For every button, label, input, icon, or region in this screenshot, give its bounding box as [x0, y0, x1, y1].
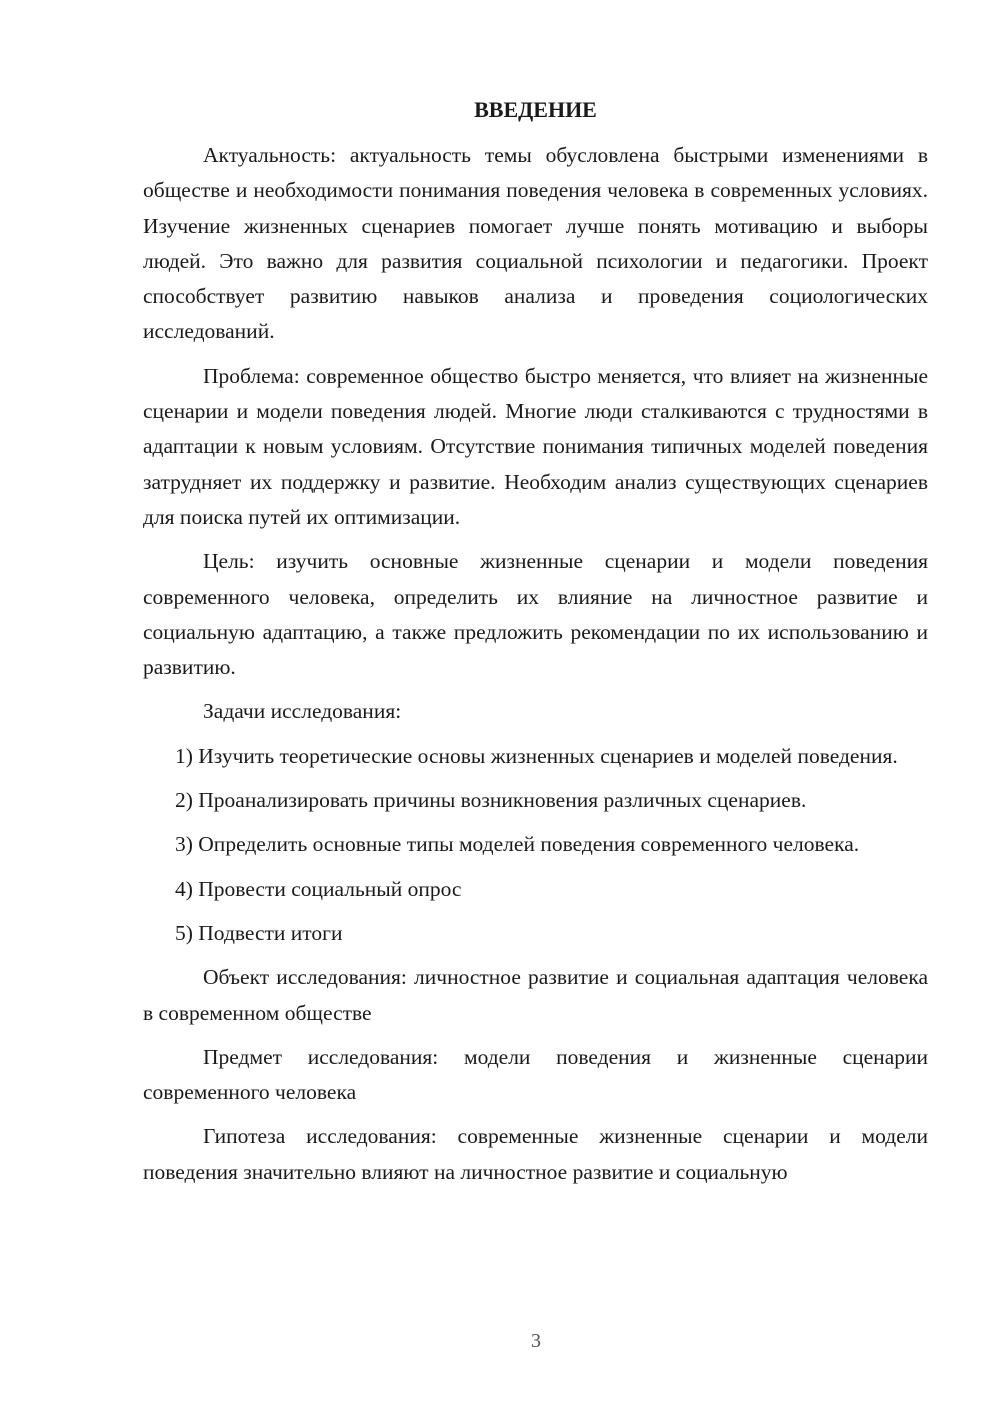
problem-paragraph: Проблема: современное общество быстро меняется, что влияет на жизненные сценарии и модели поведения людей. Многие люди сталкиваются с трудностями в адаптации к новым условиям. Отсутствие понимания типичных моделей поведения затрудняет их поддержку и развитие. Необходим анализ существующих сценариев для поиска путей их оптимизации. [143, 363, 928, 529]
page-content [143, 92, 928, 1199]
task-item-2: 2) Проанализировать причины возникновения различных сценариев. [175, 788, 807, 813]
hypothesis-paragraph: Гипотеза исследования: современные жизненные сценарии и модели поведения значительно влияют на личностное развитие и социальную [143, 1124, 928, 1184]
page-number: 3 [531, 1330, 541, 1352]
task-item-4: 4) Провести социальный опрос [175, 876, 462, 901]
task-item-3: 3) Определить основные типы моделей поведения современного человека. [175, 832, 860, 857]
object-paragraph: Объект исследования: личностное развитие и социальная адаптация человека в современном обществе [143, 965, 928, 1025]
page-title: ВВЕДЕНИЕ [474, 97, 597, 122]
subject-paragraph: Предмет исследования: модели поведения и жизненные сценарии современного человека [143, 1044, 928, 1105]
relevance-paragraph: Актуальность: актуальность темы обусловлена быстрыми изменениями в обществе и необходимости понимания поведения человека в современных условиях. Изучение жизненных сценариев помогает лучше понять мотивацию и выборы людей. Это важно для развития социальной психологии и педагогики. Проект способствует развитию навыков анализа и проведения социологических исследований. [143, 143, 928, 344]
task-item-5: 5) Подвести итоги [175, 920, 343, 945]
tasks-heading: Задачи исследования: [203, 699, 402, 724]
task-item-1: 1) Изучить теоретические основы жизненных сценариев и моделей поведения. [175, 743, 898, 768]
goal-paragraph: Цель: изучить основные жизненные сценарии и модели поведения современного человека, определить их влияние на личностное развитие и социальную адаптацию, а также предложить рекомендации по их использованию и развитию. [143, 549, 928, 680]
